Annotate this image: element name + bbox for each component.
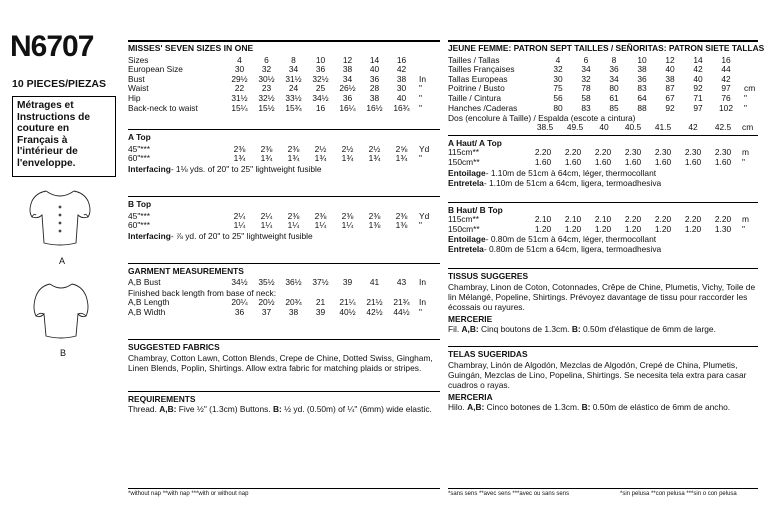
table-cell: 6 (583, 54, 589, 65)
table-cell: 42 (688, 122, 698, 133)
table-cell: 83 (581, 102, 591, 113)
unit-cell: " (419, 153, 422, 164)
english-size-table (128, 56, 440, 114)
row-label: Hanches /Caderas (448, 102, 518, 113)
table-cell: 16¾ (393, 102, 410, 113)
table-cell: 2.20 (684, 214, 702, 225)
table-cell: 75 (553, 83, 563, 94)
table-cell: 21 (315, 296, 326, 307)
unit-cell: m (742, 214, 749, 225)
table-cell: 1¼ (233, 220, 246, 231)
table-cell: 41 (369, 277, 380, 288)
table-cell: 1¼ (314, 220, 327, 231)
table-cell: 1.60 (564, 156, 582, 167)
tissus-text: Chambray, Linon de Coton, Cotonnades, Crêpe de Chine, Plumetis, Vichy, Toile de lin Mélangé, Popeline, Shirtings. Prévoyez davantage de tissu pour raccorder les écossais ou rayures. (448, 281, 756, 312)
row-label: European Size (128, 64, 183, 75)
table-cell: 1.20 (594, 223, 612, 234)
french-instructions-note: Métrages et Instructions de couture en Français à l'intérieur de l'enveloppe. (12, 96, 116, 177)
unit-cell: " (742, 223, 745, 234)
french-spanish-column (448, 40, 765, 412)
unit-cell (740, 56, 758, 66)
table-cell: 102 (719, 102, 733, 113)
table-cell: 1.20 (534, 223, 552, 234)
table-cell: 31½ (231, 92, 248, 103)
table-cell: 30 (234, 64, 245, 75)
row-label: 45"*** (128, 210, 151, 221)
table-cell: 8 (291, 54, 296, 65)
fr-a-entoilage: Entoilage- 1.10m de 51cm à 64cm, léger, thermocollant (448, 167, 657, 178)
table-cell: 64 (637, 92, 647, 103)
table-cell: 34 (288, 64, 299, 75)
table-cell: 38 (637, 64, 647, 75)
table-cell: 14 (369, 54, 380, 65)
table-cell: 32½ (258, 92, 275, 103)
table-cell: 2⅜ (287, 143, 300, 154)
table-row (128, 278, 440, 288)
table-cell: 2⅜ (395, 210, 408, 221)
table-cell: 2.20 (654, 214, 672, 225)
table-cell: 1.20 (684, 223, 702, 234)
a-top-table (128, 145, 440, 164)
table-cell: 40.5 (624, 122, 642, 133)
unit-cell: " (419, 102, 422, 113)
table-row (128, 145, 440, 155)
unit-cell: In (419, 73, 426, 84)
table-cell: 36 (609, 64, 619, 75)
table-cell: 67 (665, 92, 675, 103)
table-cell: 16 (396, 54, 407, 65)
table-cell: 40½ (339, 306, 356, 317)
table-cell: 39 (342, 277, 353, 288)
table-cell: 2.30 (624, 147, 642, 158)
row-label (448, 123, 530, 133)
table-cell: 34 (581, 64, 591, 75)
table-cell: 1¾ (233, 153, 246, 164)
table-cell: 28 (369, 83, 380, 94)
table-cell: 58 (581, 92, 591, 103)
table-cell: 40 (369, 64, 380, 75)
table-cell: 36 (342, 92, 353, 103)
table-cell: 32 (553, 64, 563, 75)
table-cell: 1¼ (341, 220, 354, 231)
row-label: A,B Length (128, 296, 170, 307)
table-cell: 44 (721, 64, 731, 75)
row-label: 115cm** (448, 147, 480, 158)
table-cell: 42.5 (714, 122, 732, 133)
row-label: Poitrine / Busto (448, 83, 505, 94)
table-cell: 8 (611, 54, 617, 65)
fr-a-entretela: Entretela- 1.10m de 51cm a 64cm, ligera, termoadhesiva (448, 177, 662, 188)
fr-es-title: JEUNE FEMME: PATRON SEPT TAILLES / SEÑORITAS: PATRON SIETE TALLAS (448, 40, 758, 54)
table-row (448, 123, 758, 133)
row-label: 60"*** (128, 220, 151, 231)
table-cell: 20¼ (231, 296, 248, 307)
english-title: MISSES' SEVEN SIZES IN ONE (128, 40, 440, 54)
view-a-label: A (59, 256, 66, 266)
table-cell: 40 (693, 73, 703, 84)
unit-cell: " (419, 92, 422, 103)
table-cell: 38 (665, 73, 675, 84)
table-cell: 37 (261, 306, 272, 317)
pieces-count: 10 PIECES/PIEZAS (12, 78, 106, 90)
table-cell: 78 (581, 83, 591, 94)
table-cell: 2.20 (594, 147, 612, 158)
table-cell: 2.20 (624, 214, 642, 225)
row-label: A,B Bust (128, 277, 161, 288)
table-cell: 87 (665, 83, 675, 94)
table-row (128, 104, 440, 114)
table-cell: 80 (609, 83, 619, 94)
table-cell: 1.60 (534, 156, 552, 167)
table-cell: 20½ (258, 296, 275, 307)
row-label: Waist (128, 83, 149, 94)
table-cell: 36 (234, 306, 245, 317)
table-cell: 36 (637, 73, 647, 84)
b-top-interfacing: Interfacing- ⅞ yd. of 20" to 25" lightweight fusible (128, 230, 313, 241)
table-cell: 38 (288, 306, 299, 317)
table-row (448, 104, 758, 114)
requirements-heading: REQUIREMENTS (128, 391, 440, 405)
fr-b-top-heading: B Haut/ B Top (448, 202, 758, 216)
table-cell: 2.10 (594, 214, 612, 225)
fr-size-table (448, 56, 758, 114)
table-cell: 2.10 (564, 214, 582, 225)
table-cell: 38 (369, 92, 380, 103)
table-cell: 32½ (312, 73, 329, 84)
table-cell: 2.20 (714, 214, 732, 225)
unit-cell: " (419, 220, 422, 231)
table-cell: 36½ (285, 277, 302, 288)
suggested-fabrics-heading: SUGGESTED FABRICS (128, 339, 440, 353)
row-label: 60"*** (128, 153, 151, 164)
table-cell: 1.60 (654, 156, 672, 167)
table-cell: 42 (693, 64, 703, 75)
table-row (448, 158, 758, 168)
unit-cell: " (744, 102, 747, 113)
table-cell: 31½ (285, 73, 302, 84)
table-row (128, 65, 440, 75)
row-label: Tailles / Tallas (448, 54, 500, 65)
table-cell: 34 (609, 73, 619, 84)
table-cell: 16¼ (339, 102, 356, 113)
a-top-heading: A Top (128, 129, 440, 143)
table-cell: 1.20 (654, 223, 672, 234)
table-row (128, 75, 440, 85)
unit-cell (740, 65, 758, 75)
table-cell: 1¾ (395, 153, 408, 164)
garment-length-note: Finished back length from base of neck: (128, 287, 277, 298)
table-cell: 20¾ (285, 296, 302, 307)
table-cell: 39 (315, 306, 326, 317)
table-cell: 37½ (312, 277, 329, 288)
row-label: A,B Width (128, 306, 166, 317)
dos-table (448, 123, 758, 133)
table-cell: 1¾ (341, 153, 354, 164)
table-cell: 2¼ (233, 210, 246, 221)
table-cell: 32 (261, 64, 272, 75)
table-cell: 85 (609, 102, 619, 113)
table-cell: 30 (553, 73, 563, 84)
table-cell: 35½ (258, 277, 275, 288)
table-cell: 24 (288, 83, 299, 94)
table-cell: 2.20 (564, 147, 582, 158)
a-top-interfacing: Interfacing- 1⅛ yds. of 20" to 25" lightweight fusible (128, 163, 322, 174)
table-row (448, 225, 758, 235)
table-cell: 40 (599, 122, 609, 133)
row-label: 115cm** (448, 214, 480, 225)
table-cell: 2⅝ (395, 143, 408, 154)
row-label: Back-neck to waist (128, 102, 198, 113)
unit-cell: " (419, 306, 422, 317)
table-cell: 2.10 (534, 214, 552, 225)
table-cell: 2.30 (714, 147, 732, 158)
table-cell: 10 (637, 54, 647, 65)
table-cell: 2⅜ (260, 143, 273, 154)
table-cell: 38 (342, 64, 353, 75)
table-cell: 25 (315, 83, 326, 94)
table-cell: 2⅜ (314, 210, 327, 221)
table-row (128, 84, 440, 94)
table-cell: 30 (396, 83, 407, 94)
fr-b-entretela: Entretela- 0.80m de 51cm a 64cm, ligera, termoadhesiva (448, 244, 662, 255)
table-cell: 30½ (258, 73, 275, 84)
table-cell: 21¼ (339, 296, 356, 307)
unit-cell: cm (742, 122, 754, 133)
row-label: Taille / Cintura (448, 92, 502, 103)
table-cell: 4 (237, 54, 242, 65)
table-cell: 16½ (366, 102, 383, 113)
table-cell: 42 (721, 73, 731, 84)
unit-cell: " (744, 92, 747, 103)
table-cell: 1.60 (684, 156, 702, 167)
row-label: 150cm** (448, 223, 480, 234)
table-cell: 97 (693, 102, 703, 113)
unit-cell: " (419, 83, 422, 94)
table-cell: 2⅜ (341, 210, 354, 221)
table-cell: 29½ (231, 73, 248, 84)
table-cell: 56 (553, 92, 563, 103)
dos-label: Dos (encolure à Taille) / Espalda (escote a cintura) (448, 113, 636, 124)
b-top-heading: B Top (128, 196, 440, 210)
table-cell: 38 (396, 73, 407, 84)
french-footnote: *sans sens **avec sens ***avec ou sans sens (448, 491, 570, 497)
table-cell: 21½ (366, 296, 383, 307)
view-b-sketch (26, 278, 96, 348)
merceria-text: Hilo. A,B: Cinco botones de 1.3cm. B: 0.50m de elástico de 6mm de ancho. (448, 401, 731, 412)
row-label: 150cm** (448, 156, 480, 167)
table-row (128, 221, 440, 231)
table-cell: 2½ (341, 143, 354, 154)
table-cell: 15¼ (231, 102, 248, 113)
mercerie-text: Fil. A,B: Cinq boutons de 1.3cm. B: 0.50m d'élastique de 6mm de large. (448, 323, 716, 334)
suggested-fabrics-text: Chambray, Cotton Lawn, Cotton Blends, Crepe de Chine, Dotted Swiss, Gingham, Linen Blends, Poplin, Shirtings. Allow extra fabric for matching plaids or stripes. (128, 352, 433, 373)
fr-a-top-table (448, 148, 758, 167)
unit-cell: cm (744, 83, 756, 94)
garment-length-table (128, 298, 440, 317)
table-cell: 1.30 (714, 223, 732, 234)
table-cell: 2¼ (260, 210, 273, 221)
unit-cell: Yd (419, 143, 430, 154)
fr-b-top-table (448, 215, 758, 234)
unit-cell: In (419, 277, 426, 288)
table-cell: 71 (693, 92, 703, 103)
table-cell: 1⅜ (368, 220, 381, 231)
table-cell: 38.5 (536, 122, 554, 133)
spanish-footnote: *sin pelusa **con pelusa ***sin o con pelusa (620, 491, 737, 497)
table-cell: 97 (721, 83, 731, 94)
table-cell: 80 (553, 102, 563, 113)
table-cell: 2.20 (534, 147, 552, 158)
table-cell: 49.5 (566, 122, 584, 133)
english-column (128, 40, 440, 414)
table-cell: 6 (264, 54, 269, 65)
english-footnote: *without nap **with nap ***with or without nap (128, 491, 249, 497)
fr-a-top-heading: A Haut/ A Top (448, 135, 758, 149)
table-cell: 1⅜ (395, 220, 408, 231)
table-cell: 2.30 (654, 147, 672, 158)
telas-heading: TELAS SUGERIDAS (448, 346, 758, 360)
table-cell: 1.20 (564, 223, 582, 234)
merceria-heading: MERCERIA (448, 391, 493, 402)
table-cell: 1¼ (287, 220, 300, 231)
table-cell: 1¾ (260, 153, 273, 164)
mercerie-heading: MERCERIE (448, 313, 493, 324)
telas-text: Chambray, Linón de Algodón, Mezclas de Algodón, Crepé de China, Plumetis, Guingán, Mezclas de Lino, Popelina, Shirtings. Se necesita tela extra para casar cuadros o rayas. (448, 359, 747, 390)
table-cell: 16 (721, 54, 731, 65)
table-cell: 21¾ (393, 296, 410, 307)
pattern-number: N6707 (10, 30, 94, 63)
table-row (128, 308, 440, 318)
b-top-table (128, 212, 440, 231)
table-cell: 2⅜ (287, 210, 300, 221)
table-cell: 92 (665, 102, 675, 113)
table-row (128, 154, 440, 164)
table-cell: 92 (693, 83, 703, 94)
table-cell: 2½ (368, 143, 381, 154)
view-b-label: B (60, 348, 67, 358)
table-cell: 43 (396, 277, 407, 288)
table-cell: 12 (665, 54, 675, 65)
row-label: Bust (128, 73, 145, 84)
unit-cell: In (419, 296, 426, 307)
table-cell: 2.30 (684, 147, 702, 158)
row-label: Tallas Europeas (448, 73, 508, 84)
table-cell: 22 (234, 83, 245, 94)
row-label: Tailles Françaises (448, 64, 515, 75)
table-cell: 44½ (393, 306, 410, 317)
unit-cell: " (742, 156, 745, 167)
table-cell: 1.20 (624, 223, 642, 234)
table-cell: 4 (555, 54, 561, 65)
table-cell: 34 (342, 73, 353, 84)
table-cell: 61 (609, 92, 619, 103)
table-cell: 15¾ (285, 102, 302, 113)
unit-cell: m (742, 147, 749, 158)
table-cell: 40 (665, 64, 675, 75)
row-label: Hip (128, 92, 141, 103)
table-cell: 88 (637, 102, 647, 113)
table-cell: 16 (315, 102, 326, 113)
table-cell: 1¾ (287, 153, 300, 164)
table-cell: 1.60 (594, 156, 612, 167)
table-cell: 40 (396, 92, 407, 103)
table-cell: 34½ (312, 92, 329, 103)
table-cell: 2⅜ (233, 143, 246, 154)
table-cell: 41.5 (654, 122, 672, 133)
table-cell: 32 (581, 73, 591, 84)
row-label: Sizes (128, 54, 149, 65)
garment-measurements-heading: GARMENT MEASUREMENTS (128, 263, 440, 277)
unit-cell (415, 56, 440, 66)
requirements-text: Thread. A,B: Five ½" (1.3cm) Buttons. B: ½ yd. (0.50m) of ¼" (6mm) wide elastic. (128, 404, 432, 415)
table-cell: 1¼ (260, 220, 273, 231)
table-cell: 36 (315, 64, 326, 75)
table-cell: 1.60 (714, 156, 732, 167)
table-cell: 2½ (314, 143, 327, 154)
table-cell: 76 (721, 92, 731, 103)
table-cell: 23 (261, 83, 272, 94)
fr-b-entoilage: Entoilage- 0.80m de 51cm à 64cm, léger, thermocollant (448, 234, 657, 245)
table-cell: 83 (637, 83, 647, 94)
table-row (128, 212, 440, 222)
table-cell: 2⅜ (368, 210, 381, 221)
table-cell: 1¾ (314, 153, 327, 164)
table-cell: 33½ (285, 92, 302, 103)
table-cell: 10 (315, 54, 326, 65)
view-a-sketch (24, 183, 96, 253)
row-label: 45"*** (128, 143, 151, 154)
table-cell: 36 (369, 73, 380, 84)
unit-cell: Yd (419, 210, 430, 221)
table-cell: 15½ (258, 102, 275, 113)
table-cell: 34½ (231, 277, 248, 288)
tissus-heading: TISSUS SUGGERES (448, 268, 758, 282)
table-cell: 14 (693, 54, 703, 65)
garment-bust-table (128, 278, 440, 288)
table-cell: 42½ (366, 306, 383, 317)
table-cell: 26½ (339, 83, 356, 94)
table-cell: 1.60 (624, 156, 642, 167)
table-cell: 42 (396, 64, 407, 75)
table-cell: 1¾ (368, 153, 381, 164)
table-cell: 12 (342, 54, 353, 65)
